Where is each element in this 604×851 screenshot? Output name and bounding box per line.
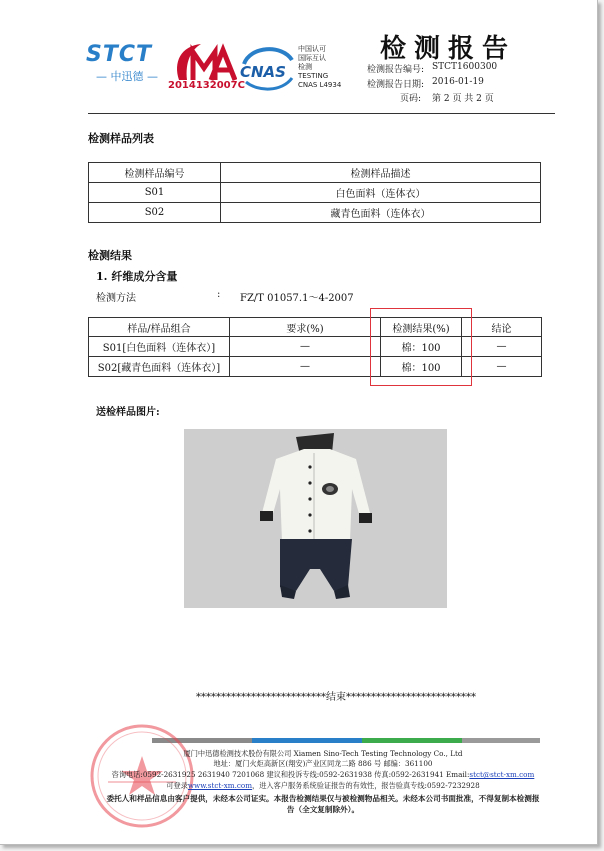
footer-disclaimer-2: 告（全文复制除外）。 <box>286 805 360 814</box>
report-title: 检测报告 <box>380 34 517 64</box>
table-cell: — <box>230 357 381 377</box>
sample-list-table <box>88 162 541 223</box>
footer-verify <box>88 781 558 791</box>
report-number-value: STCT1600300 <box>432 62 498 72</box>
table-row <box>89 337 542 357</box>
results-heading: 检测结果 <box>88 249 132 262</box>
report-date-value: 2016-01-19 <box>432 77 484 87</box>
table-cell: — <box>462 337 542 357</box>
method-value: FZ/T 01057.1～4-2007 <box>240 293 354 304</box>
cnas-line: 国际互认 <box>298 54 326 62</box>
column-header: 检测样品编号 <box>89 163 221 183</box>
footer-email-link[interactable]: stct@stct-xm.com <box>469 770 535 779</box>
page-number-value: 第 2 页 共 2 页 <box>432 94 494 104</box>
romper-image <box>184 429 447 608</box>
column-header: 要求(%) <box>230 318 381 337</box>
table-cell: 白色面料（连体衣） <box>221 183 541 203</box>
table-header-row <box>89 318 542 337</box>
table-cell: S01[白色面料（连体衣）] <box>89 337 230 357</box>
report-date-label: 检测报告日期: <box>367 80 425 90</box>
table-cell: — <box>462 357 542 377</box>
table-cell: — <box>230 337 381 357</box>
cnas-line: CNAS L4934 <box>298 81 342 89</box>
cma-number: 2014132007C <box>168 80 245 91</box>
table-row <box>89 357 542 377</box>
cnas-word: CNAS <box>240 63 286 81</box>
footer-website-link[interactable]: www.stct-xm.com <box>187 781 253 790</box>
footer-color-bar <box>152 738 540 743</box>
cnas-line: 中国认可 <box>298 45 326 53</box>
results-table <box>88 317 542 377</box>
brand-cn: 中迅德 <box>110 70 144 83</box>
page-number-label: 页码: <box>400 94 422 104</box>
table-row <box>89 183 541 203</box>
footer-company: 厦门中迅德检测技术股份有限公司 Xiamen Sino-Tech Testing Technology Co., Ltd <box>183 749 463 758</box>
page-number <box>367 91 494 104</box>
stct-logo: STCT — 中迅德 — <box>86 42 158 83</box>
table-cell: S02[藏青色面料（连体衣）] <box>89 357 230 377</box>
cnas-logo <box>238 42 296 94</box>
sample-list-heading: 检测样品列表 <box>88 132 154 145</box>
table-cell: 藏青色面料（连体衣） <box>221 203 541 223</box>
table-header-row <box>89 163 541 183</box>
footer-contact <box>88 770 558 780</box>
cnas-accreditation <box>298 45 341 90</box>
report-number <box>367 62 498 75</box>
end-line: **************************结束************************** <box>196 692 476 703</box>
report-date <box>367 77 484 90</box>
table-cell: 棉：100 <box>381 337 462 357</box>
cnas-line: 检测 <box>298 63 312 71</box>
column-header: 检测样品描述 <box>221 163 541 183</box>
brand-en: STCT <box>86 42 153 67</box>
report-number-label: 检测报告编号: <box>367 65 425 75</box>
cnas-line: TESTING <box>298 72 329 80</box>
table-cell: S01 <box>89 183 221 203</box>
sample-photo <box>184 429 447 608</box>
footer-verify-post: ，进入客户服务系统验证报告的有效性，报告验真专线:0592-7232928 <box>252 781 480 790</box>
column-header: 样品/样品组合 <box>89 318 230 337</box>
photo-heading: 送检样品图片: <box>96 407 160 418</box>
table-row <box>89 203 541 223</box>
method-label: 检测方法 <box>96 293 136 304</box>
fiber-content-heading: 1. 纤维成分含量 <box>96 270 178 283</box>
footer-address: 地址：厦门火炬高新区(翔安)产业区同龙二路 886 号 邮编：361100 <box>213 759 433 768</box>
column-header: 结论 <box>462 318 542 337</box>
column-header: 检测结果(%) <box>381 318 462 337</box>
table-cell: S02 <box>89 203 221 223</box>
table-cell: 棉：100 <box>381 357 462 377</box>
header-divider <box>88 113 555 114</box>
method-separator: : <box>217 289 221 300</box>
footer-contact-text: 咨询电话:0592-2631925 2631940 7201068 建议和投诉专线:0592-2631938 传真:0592-2631941 Email: <box>111 770 470 779</box>
footer-disclaimer-1: 委托人和样品信息由客户提供，未经本公司证实。本报告检测结果仅与被检测物品相关。未经本公司书面批准，不得复制本检测报 <box>106 794 540 803</box>
footer-verify-pre: 可登录 <box>166 781 188 790</box>
highlight-box <box>370 308 472 386</box>
